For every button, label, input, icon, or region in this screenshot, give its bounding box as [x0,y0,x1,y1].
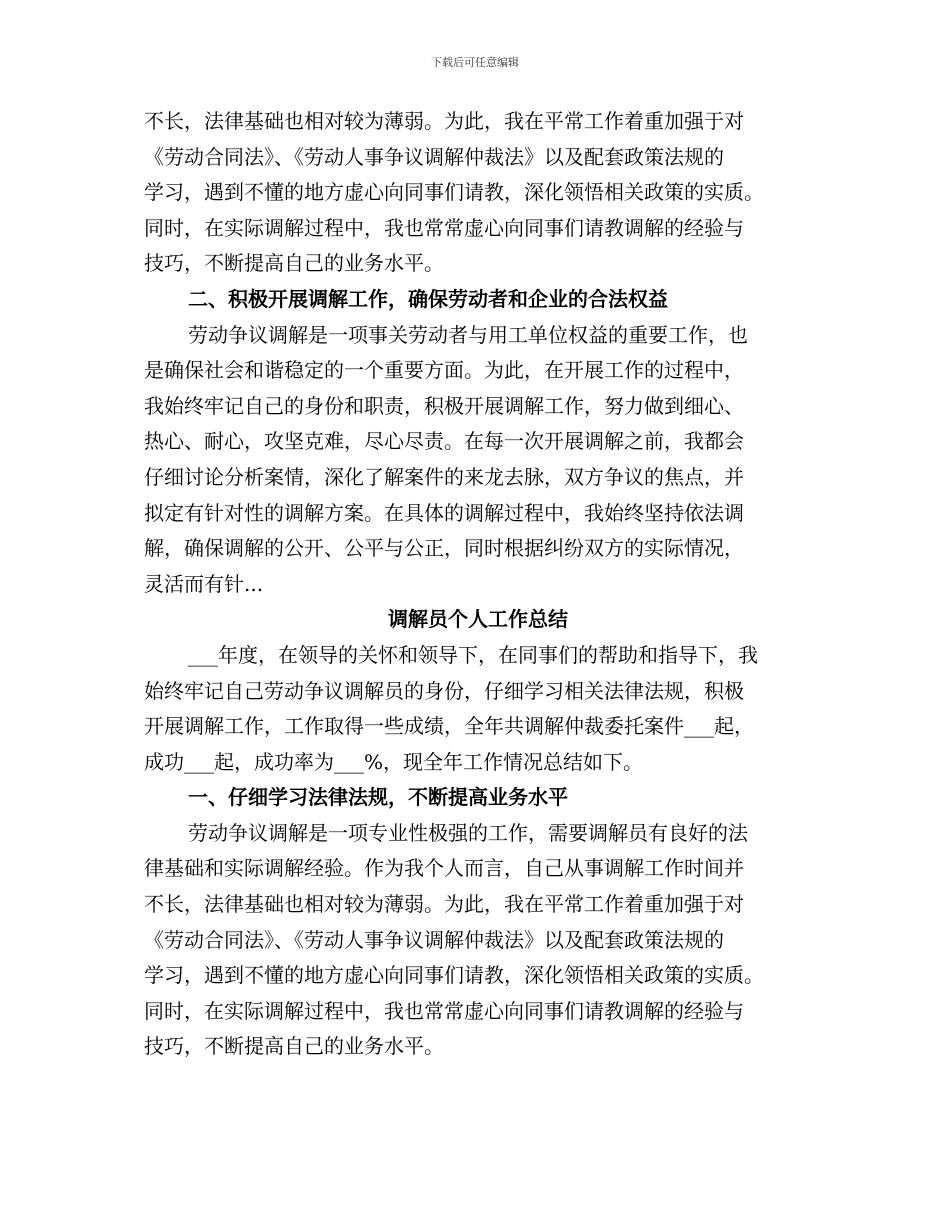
body-line: 《劳动合同法》、《劳动人事争议调解仲裁法》以及配套政策法规的 [144,144,724,169]
body-line: 仔细讨论分析案情，深化了解案件的来龙去脉，双方争议的焦点，并 [144,464,744,489]
body-line: 同时，在实际调解过程中，我也常常虚心向同事们请教调解的经验与 [144,215,744,240]
body-line: 律基础和实际调解经验。作为我个人而言，自己从事调解工作时间并 [144,856,744,881]
body-line: 《劳动合同法》、《劳动人事争议调解仲裁法》以及配套政策法规的 [144,927,724,952]
body-line: 技巧，不断提高自己的业务水平。 [144,1034,444,1059]
body-line: 始终牢记自己劳动争议调解员的身份，仔细学习相关法律法规，积极 [144,678,744,703]
body-line: 是确保社会和谐稳定的一个重要方面。为此，在开展工作的过程中， [144,358,744,383]
body-line: 拟定有针对性的调解方案。在具体的调解过程中，我始终坚持依法调 [144,500,744,525]
body-line: 热心、耐心，攻坚克难，尽心尽责。在每一次开展调解之前，我都会 [144,429,744,454]
body-line: 解，确保调解的公开、公平与公正，同时根据纠纷双方的实际情况， [144,536,744,561]
document-body [144,104,812,1065]
body-line: 不长，法律基础也相对较为薄弱。为此，我在平常工作着重加强于对 [144,892,744,917]
document-title: 调解员个人工作总结 [388,607,568,632]
body-line: 开展调解工作，工作取得一些成绩，全年共调解仲裁委托案件___起， [144,714,754,739]
body-line: 我始终牢记自己的身份和职责，积极开展调解工作，努力做到细心、 [144,393,744,418]
body-line: 成功___起，成功率为___%，现全年工作情况总结如下。 [144,749,644,774]
body-line: 不长，法律基础也相对较为薄弱。为此，我在平常工作着重加强于对 [144,109,744,133]
paragraph-first-line: ___年度，在领导的关怀和领导下，在同事们的帮助和指导下，我 [188,642,758,667]
section-heading: 一、仔细学习法律法规，不断提高业务水平 [188,785,568,810]
page-header: 下载后可任意编辑 [431,56,519,69]
section-heading: 二、积极开展调解工作，确保劳动者和企业的合法权益 [188,286,668,311]
body-line: 同时，在实际调解过程中，我也常常虚心向同事们请教调解的经验与 [144,998,744,1023]
paragraph-first-line: 劳动争议调解是一项专业性极强的工作，需要调解员有良好的法 [188,820,748,845]
body-line: 学习，遇到不懂的地方虚心向同事们请教，深化领悟相关政策的实质。 [144,180,764,205]
body-line: 技巧，不断提高自己的业务水平。 [144,251,444,276]
body-line: 学习，遇到不懂的地方虚心向同事们请教，深化领悟相关政策的实质。 [144,963,764,988]
paragraph-first-line: 劳动争议调解是一项事关劳动者与用工单位权益的重要工作，也 [188,322,748,347]
body-line: 灵活而有针... [144,571,264,596]
